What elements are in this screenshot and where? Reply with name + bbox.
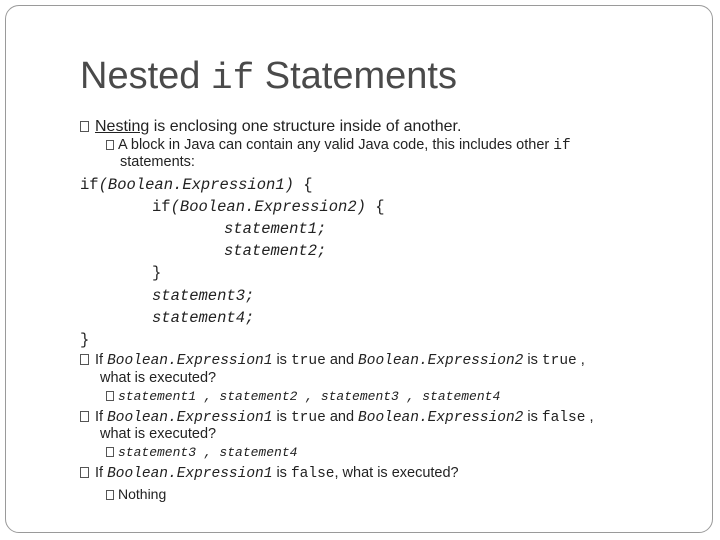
bullet-icon <box>106 391 114 401</box>
q-text: If <box>95 352 104 368</box>
code-cond: (Boolean.Expression1) <box>98 176 294 194</box>
code-brace: { <box>293 176 313 194</box>
bullet-icon <box>106 490 114 500</box>
q-value: true <box>290 410 326 426</box>
q-expr: Boolean.Expression2 <box>358 353 524 369</box>
answer-2 <box>106 445 297 460</box>
bullet-icon <box>106 447 114 457</box>
block-text: A block in Java can contain any valid Java code, this includes other <box>118 137 550 153</box>
code-cond: (Boolean.Expression2) <box>170 198 366 216</box>
q-text: , <box>580 352 585 368</box>
question-2-cont: what is executed? <box>100 426 217 442</box>
code-line-5: } <box>152 264 162 282</box>
q-text: is <box>276 465 287 481</box>
q-text: is <box>276 352 287 368</box>
sub-bullet-block-cont <box>120 154 195 170</box>
answer-text: statement3 , statement4 <box>118 445 298 460</box>
q-value: false <box>541 410 586 426</box>
bullet-icon <box>80 467 89 478</box>
answer-1 <box>106 389 500 404</box>
q-expr: Boolean.Expression2 <box>358 410 524 426</box>
bullet-nesting <box>80 118 461 136</box>
q-text: and <box>329 352 355 368</box>
if-keyword: if <box>553 138 571 154</box>
question-3 <box>80 465 459 482</box>
answer-text: statement1 , statement2 , statement3 , statement4 <box>118 389 501 404</box>
code-line-3: statement1; <box>224 220 327 238</box>
nesting-term: Nesting <box>95 118 150 135</box>
q-text: is <box>527 409 538 425</box>
code-line-4: statement2; <box>224 242 327 260</box>
q-expr: Boolean.Expression1 <box>107 353 273 369</box>
code-line-2 <box>152 198 385 216</box>
q-expr: Boolean.Expression1 <box>107 410 273 426</box>
q-expr: Boolean.Expression1 <box>107 466 273 482</box>
bullet-icon <box>106 140 114 150</box>
code-kw: if <box>152 198 171 216</box>
slide-title <box>80 55 457 99</box>
title-text-1: Nested <box>80 55 201 97</box>
title-code: if <box>210 58 255 99</box>
code-line-1 <box>80 176 313 194</box>
answer-3 <box>106 486 166 502</box>
question-2 <box>80 409 594 426</box>
code-brace: { <box>365 198 385 216</box>
q-text: is <box>276 409 287 425</box>
q-text: , <box>589 409 594 425</box>
code-line-8: } <box>80 331 90 349</box>
block-text-cont: statements: <box>120 154 195 170</box>
q-text: , what is executed? <box>334 465 459 481</box>
bullet-icon <box>80 411 89 422</box>
bullet-icon <box>80 354 89 365</box>
question-1-cont: what is executed? <box>100 370 217 386</box>
q-value: true <box>541 353 577 369</box>
sub-bullet-block <box>106 137 571 154</box>
q-text: is <box>527 352 538 368</box>
q-text: and <box>329 409 355 425</box>
bullet-icon <box>80 121 89 132</box>
q-text: If <box>95 409 104 425</box>
question-1 <box>80 352 585 369</box>
nesting-definition: is enclosing one structure inside of another. <box>149 118 462 135</box>
q-value: false <box>290 466 335 482</box>
code-line-7: statement4; <box>152 309 255 327</box>
answer-text: Nothing <box>118 486 167 502</box>
title-text-2: Statements <box>264 55 457 97</box>
q-text: If <box>95 465 104 481</box>
code-line-6: statement3; <box>152 287 255 305</box>
code-kw: if <box>80 176 99 194</box>
q-value: true <box>290 353 326 369</box>
